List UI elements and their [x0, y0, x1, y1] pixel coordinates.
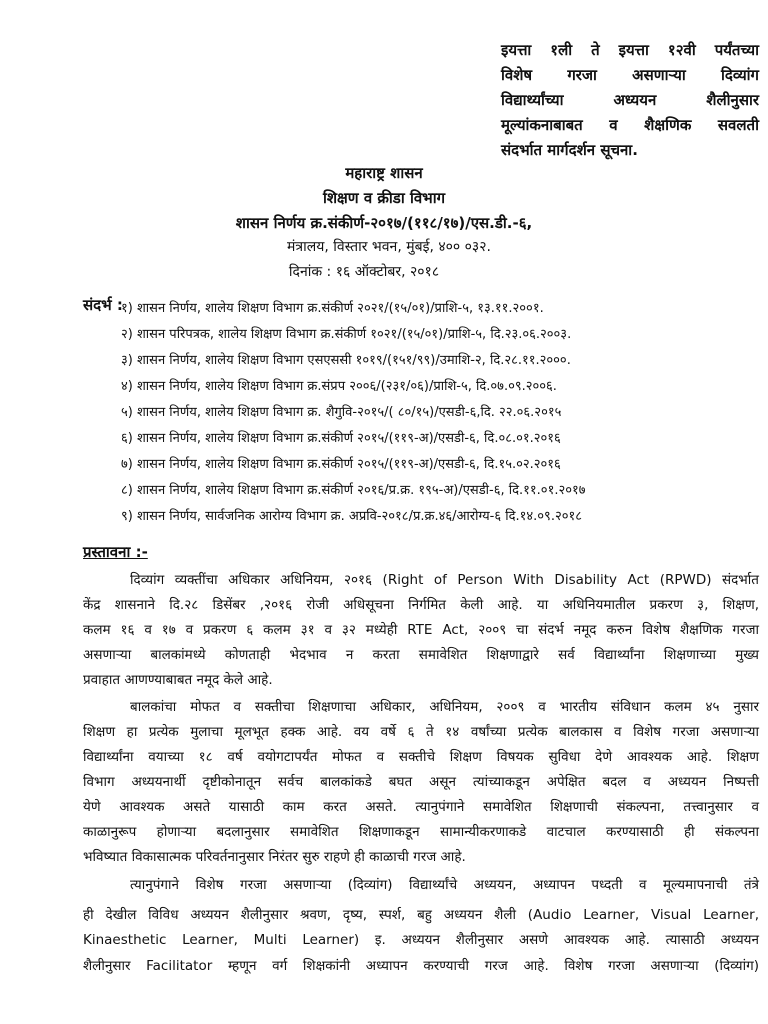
- subject-line: विद्यार्थ्यांच्या अध्ययन शैलीनुसार: [501, 91, 759, 109]
- reference-item: ७) शासन निर्णय, शालेय शिक्षण विभाग क्र.संकीर्ण २०१५/(११९-अ)/एसडी-६, दि.१५.०२.२०१६: [121, 457, 561, 472]
- paragraph-line: बालकांचा मोफत व सक्तीचा शिक्षणाचा अधिकार, अधिनियम, २००९ व भारतीय संविधान कलम ४५ नुसार: [130, 699, 759, 715]
- references-label: संदर्भ :: [83, 296, 123, 314]
- paragraph-line: शैलीनुसार Facilitator म्हणून वर्ग शिक्षकांनी अध्यापन करण्याची गरज आहे. विशेष गरजा असणाऱ्या (दिव्यांग): [83, 958, 759, 974]
- paragraph-line: त्यानुपंगाने विशेष गरजा असणाऱ्या (दिव्यांग) विद्यार्थ्यांचे अध्ययन, अध्यापन पध्दती व मूल्यमापनाची तंत्रे: [130, 877, 759, 893]
- department-title: शिक्षण व क्रीडा विभाग: [322, 189, 446, 207]
- paragraph-line: कलम १६ व १७ व प्रकरण ६ कलम ३१ व ३२ मध्येही RTE Act, २००९ चा संदर्भ नमूद करुन विशेष शैक्षणिक गरजा: [83, 622, 759, 638]
- paragraph-line: येणे आवश्यक असते यासाठी काम करत असते. त्यानुपंगाने समावेशित शिक्षणाची संकल्पना, तत्त्वानुसार व: [83, 799, 759, 815]
- preamble-heading: प्रस्तावना :-: [83, 543, 148, 561]
- subject-line: संदर्भात मार्गदर्शन सूचना.: [501, 141, 638, 159]
- date-line: दिनांक : १६ ऑक्टोबर, २०१८: [288, 264, 440, 280]
- paragraph-line: काळानुरूप होणाऱ्या बदलानुसार समावेशित शिक्षणाकडून सामान्यीकरणाकडे वाटचाल करण्यासाठी ही संकल्पना: [83, 824, 759, 840]
- reference-item: १) शासन निर्णय, शालेय शिक्षण विभाग क्र.संकीर्ण २०२१/(१५/०१)/प्राशि-५, १३.११.२००१.: [121, 301, 544, 316]
- reference-item: ५) शासन निर्णय, शालेय शिक्षण विभाग क्र. शैगुवि-२०१५/( ८०/१५)/एसडी-६,दि. २२.०६.२०१५: [121, 405, 562, 420]
- subject-line: इयत्ता १ली ते इयत्ता १२वी पर्यंतच्या: [501, 41, 759, 59]
- address-line: मंत्रालय, विस्तार भवन, मुंबई, ४०० ०३२.: [287, 239, 491, 255]
- reference-item: ४) शासन निर्णय, शालेय शिक्षण विभाग क्र.संप्रप २००६/(२३१/०६)/प्राशि-५, दि.०७.०९.२००६.: [121, 379, 557, 394]
- paragraph-line: केंद्र शासनाने दि.२८ डिसेंबर ,२०१६ रोजी अधिसूचना निर्गमित केली आहे. या अधिनियमातील प्रकरण ३, शिक्षण,: [83, 597, 759, 613]
- reference-item: ८) शासन निर्णय, शालेय शिक्षण विभाग क्र.संकीर्ण २०१६/प्र.क्र. १९५-अ)/एसडी-६, दि.११.०१.२०१७: [121, 483, 586, 498]
- paragraph-line: विद्यार्थ्यांना वयाच्या १८ वर्ष वयोगटापर्यंत मोफत व सक्तीचे शिक्षण विषयक सुविधा देणे आवश्यक आहे. शिक्षण: [83, 749, 759, 765]
- paragraph-line: दिव्यांग व्यक्तींचा अधिकार अधिनियम, २०१६ (Right of Person With Disability Act (RPWD) संदर्भात: [130, 572, 759, 588]
- paragraph-line: भविष्यात विकासात्मक परिवर्तनानुसार निरंतर सुरु राहणे ही काळाची गरज आहे.: [83, 849, 466, 865]
- paragraph-line: Kinaesthetic Learner, Multi Learner) इ. अध्ययन शैलीनुसार असणे आवश्यक आहे. त्यासाठी अध्ययन: [83, 932, 759, 948]
- paragraph-line: प्रवाहात आणण्याबाबत नमूद केले आहे.: [83, 672, 273, 688]
- subject-line: विशेष गरजा असणाऱ्या दिव्यांग: [501, 66, 759, 84]
- government-title: महाराष्ट्र शासन: [345, 164, 423, 182]
- subject-block: [501, 38, 759, 163]
- subject-line: मूल्यांकनाबाबत व शैक्षणिक सवलती: [501, 116, 759, 134]
- paragraph-line: विभाग अध्ययनार्थी दृष्टीकोनातून सर्वच बालकांकडे बघत असून त्यांच्याकडून अपेक्षित बदल व अध्ययन निष्पत्ती: [83, 774, 759, 790]
- paragraph-line: शिक्षण हा प्रत्येक मुलाचा मूलभूत हक्क आहे. वय वर्षे ६ ते १४ वर्षांच्या प्रत्येक बालकास व विशेष गरजा असणाऱ्या: [83, 724, 759, 740]
- reference-item: ६) शासन निर्णय, शालेय शिक्षण विभाग क्र.संकीर्ण २०१५/(११९-अ)/एसडी-६, दि.०८.०१.२०१६: [121, 431, 561, 446]
- paragraph-line: असणाऱ्या बालकांमध्ये कोणताही भेदभाव न करता समावेशित शिक्षणाद्वारे सर्व विद्यार्थ्यांना शिक्षणाच्या मुख्य: [83, 647, 759, 663]
- paragraph-line: ही देखील विविध अध्ययन शैलीनुसार श्रवण, दृष्य, स्पर्श, बहु अध्ययन शैली (Audio Learner, Visual Learner,: [83, 907, 759, 923]
- reference-item: २) शासन परिपत्रक, शालेय शिक्षण विभाग क्र.संकीर्ण १०२१/(१५/०१)/प्राशि-५, दि.२३.०६.२००३.: [121, 327, 572, 342]
- reference-item: ९) शासन निर्णय, सार्वजनिक आरोग्य विभाग क्र. अप्रवि-२०१८/प्र.क्र.४६/आरोग्य-६ दि.१४.०९.२०१८: [121, 509, 582, 524]
- resolution-number: शासन निर्णय क्र.संकीर्ण-२०१७/(११८/१७)/एस.डी.-६,: [235, 214, 533, 232]
- reference-item: ३) शासन निर्णय, शालेय शिक्षण विभाग एसएससी १०१९/(१५१/९९)/उमाशि-२, दि.२८.११.२०००.: [121, 353, 571, 368]
